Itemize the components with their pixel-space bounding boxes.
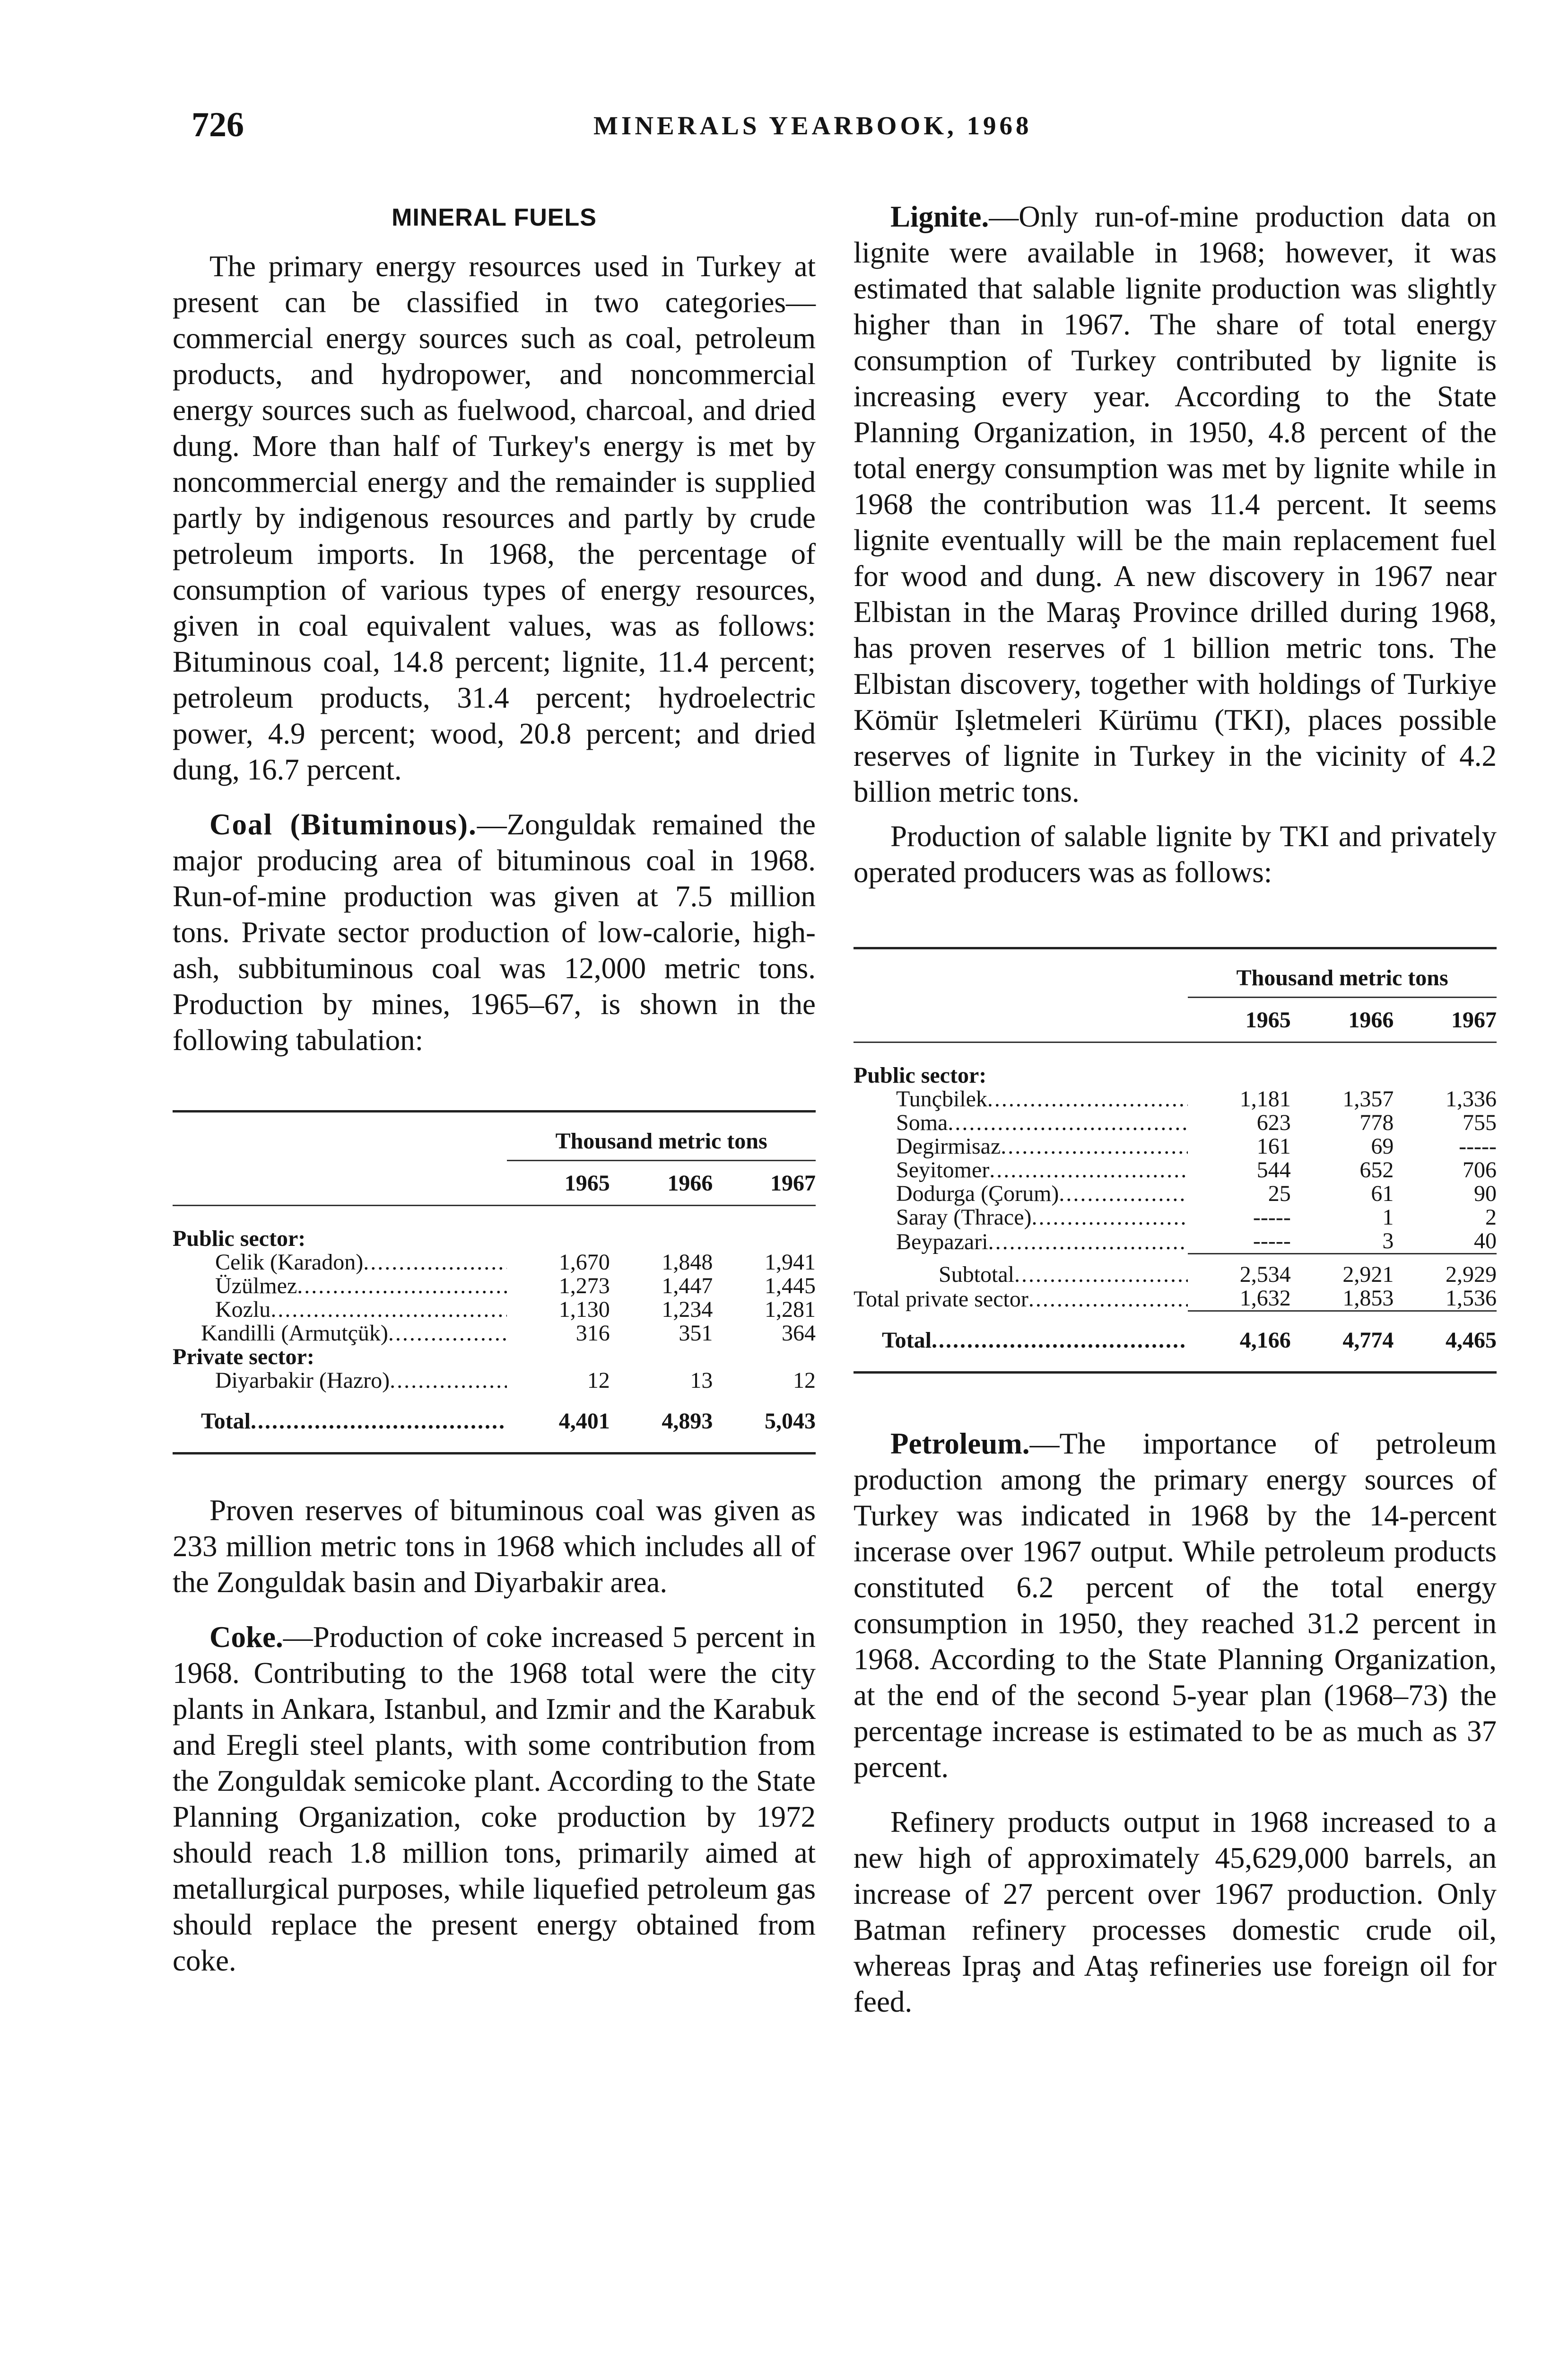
page-header: [0, 105, 1568, 148]
row-label: Total: [201, 1410, 251, 1433]
row-label: Total private sector: [854, 1287, 1028, 1311]
row-label: Üzülmez: [215, 1274, 297, 1298]
cell-1967: 5,043: [765, 1409, 816, 1433]
cell-1966: 3: [1382, 1229, 1394, 1253]
cell-1966: 1: [1382, 1206, 1394, 1229]
cell-1966: 61: [1371, 1182, 1394, 1206]
coal-year-1965: 1965: [507, 1161, 610, 1206]
cell-1965: 623: [1256, 1111, 1291, 1135]
cell-1966: 1,447: [662, 1274, 713, 1298]
table-row: [854, 1182, 1497, 1206]
row-label: Celik (Karadon): [215, 1251, 364, 1274]
intro-paragraph: The primary energy resources used in Turkey at present can be classified in two categories—commercial energy sources such as coal, petroleum products, and hydropower, and noncommercial energy sources such as fuelwood, charcoal, and dried dung. More than half of Turkey's energy is met by noncommercial energy and the remainder is supplied partly by indigenous resources and partly by crude petroleum imports. In 1968, the percentage of consumption of various types of energy resources, given in coal equivalent values, was as follows: Bituminous coal, 14.8 percent; lignite, 11.4 percent; petroleum products, 31.4 percent; hydroelectric power, 4.9 percent; wood, 20.8 percent; and dried dung, 16.7 percent.: [173, 250, 816, 786]
table-total-row: [173, 1393, 816, 1433]
cell-1966: 1,234: [662, 1298, 713, 1322]
coal-production-table: [173, 1110, 816, 1454]
cell-1965: 4,166: [1188, 1311, 1291, 1353]
coal-year-1966: 1966: [610, 1161, 713, 1206]
cell-1966: 69: [1371, 1135, 1394, 1158]
table-total-row: [854, 1311, 1497, 1353]
cell-1965: 544: [1256, 1158, 1291, 1182]
cell-1967: -----: [1459, 1135, 1497, 1158]
coal-private-sector-label: Private sector:: [173, 1345, 314, 1369]
petroleum-lead-heading: Petroleum.: [890, 1427, 1030, 1460]
cell-1965: 316: [575, 1322, 610, 1345]
cell-1967: 1,941: [765, 1251, 816, 1274]
cell-1966: 652: [1359, 1158, 1394, 1182]
row-label: Beypazari: [896, 1230, 988, 1254]
row-label: Tunçbilek: [896, 1087, 987, 1111]
cell-1965: 161: [1256, 1135, 1291, 1158]
coal-year-1967: 1967: [713, 1161, 816, 1206]
lignite-year-1965: 1965: [1188, 998, 1291, 1042]
table-row: [854, 1287, 1497, 1311]
lignite-year-1966: 1966: [1291, 998, 1394, 1042]
cell-1965: 1,670: [558, 1251, 610, 1274]
running-title: MINERALS YEARBOOK, 1968: [593, 111, 1032, 140]
row-label: Kozlu: [215, 1298, 271, 1322]
row-label: Dodurga (Çorum): [896, 1182, 1059, 1206]
row-label: Soma: [896, 1111, 948, 1135]
cell-1965: 1,632: [1239, 1287, 1291, 1311]
cell-1965: 12: [587, 1369, 610, 1393]
row-label: Saray (Thrace): [896, 1206, 1032, 1229]
refinery-paragraph: Refinery products output in 1968 increased to a new high of approximately 45,629,000 barrels, an increase of 27 percent over 1967 production. Only Batman refinery processes domestic crude oil, whereas Ipraş and Ataş refineries use foreign oil for feed.: [854, 1805, 1497, 2018]
cell-1966: 2,921: [1291, 1254, 1394, 1287]
lignite-production-table: [854, 947, 1497, 1374]
table-row: [173, 1251, 816, 1274]
coal-lead-heading: Coal (Bituminous).: [209, 808, 477, 841]
table-row: [854, 1087, 1497, 1111]
right-column: [854, 199, 1497, 2020]
row-label: Subtotal: [939, 1263, 1015, 1287]
table-row: [854, 1158, 1497, 1182]
cell-1965: 4,401: [558, 1409, 610, 1433]
cell-1965: 1,181: [1239, 1087, 1291, 1111]
cell-1967: 1,281: [765, 1298, 816, 1322]
row-label: Kandilli (Armutçük): [201, 1322, 388, 1345]
cell-1966: 351: [679, 1322, 713, 1345]
lignite-year-1967: 1967: [1394, 998, 1497, 1042]
salable-lignite-paragraph: Production of salable lignite by TKI and privately operated producers was as follows:: [854, 820, 1497, 889]
cell-1967: 90: [1474, 1182, 1497, 1206]
cell-1966: 1,853: [1342, 1287, 1394, 1311]
cell-1965: 25: [1268, 1182, 1291, 1206]
table-row: [854, 1229, 1497, 1254]
row-label: Degirmisaz: [896, 1135, 1001, 1158]
coal-paragraph: [173, 806, 816, 1058]
cell-1967: 1,445: [765, 1274, 816, 1298]
table-row: [173, 1298, 816, 1322]
coal-table-unit: Thousand metric tons: [507, 1112, 816, 1161]
cell-1966: 1,848: [662, 1251, 713, 1274]
cell-1965: 1,273: [558, 1274, 610, 1298]
cell-1967: 1,336: [1446, 1087, 1497, 1111]
cell-1967: 2: [1485, 1206, 1497, 1229]
cell-1965: -----: [1253, 1206, 1291, 1229]
cell-1966: 4,774: [1291, 1311, 1394, 1353]
petroleum-paragraph: [854, 1426, 1497, 1785]
coal-paragraph-text: —Zonguldak remained the major producing area of bituminous coal in 1968. Run-of-mine production was given at 7.5 million tons. Private sector production of low-calorie, high-ash, subbituminous coal was 12,000 metric tons. Production by mines, 1965–67, is shown in the following tabulation:: [173, 808, 816, 1057]
page-number: 726: [192, 105, 244, 144]
cell-1967: 40: [1474, 1229, 1497, 1253]
coke-paragraph: [173, 1619, 816, 1979]
cell-1967: 706: [1463, 1158, 1497, 1182]
lignite-paragraph: [854, 199, 1497, 810]
cell-1965: 2,534: [1188, 1254, 1291, 1287]
row-label: Seyitomer: [896, 1158, 990, 1182]
table-row: [173, 1369, 816, 1393]
cell-1965: 1,130: [558, 1298, 610, 1322]
cell-1967: 2,929: [1394, 1254, 1497, 1287]
table-row: [854, 1111, 1497, 1135]
petroleum-paragraph-text: —The importance of petroleum production among the primary energy sources of Turkey was indicated in 1968 by the 14-percent incerase over 1967 output. While petroleum products constituted 6.2 percent of the total energy consumption in 1950, they reached 31.2 percent in 1968. According to the State Planning Organization, at the end of the second 5-year plan (1968–73) the percentage increase is estimated to be as much as 37 percent.: [854, 1427, 1497, 1784]
table-row: [854, 1206, 1497, 1229]
row-label: Total: [882, 1329, 932, 1352]
table-row: [173, 1274, 816, 1298]
cell-1967: 1,536: [1446, 1287, 1497, 1311]
coal-public-sector-label: Public sector:: [173, 1227, 306, 1251]
cell-1966: 13: [690, 1369, 713, 1393]
table-row: [173, 1322, 816, 1345]
coke-paragraph-text: —Production of coke increased 5 percent in 1968. Contributing to the 1968 total were the city plants in Ankara, Istanbul, and Izmir and the Karabuk and Eregli steel plants, with some contribution from the Zonguldak semicoke plant. According to the State Planning Organization, coke production by 1972 should reach 1.8 million tons, primarily aimed at metallurgical purposes, while liquefied petroleum gas should replace the present energy obtained from coke.: [173, 1620, 816, 1977]
lignite-public-sector-label: Public sector:: [854, 1064, 987, 1087]
cell-1965: -----: [1253, 1229, 1291, 1253]
lignite-lead-heading: Lignite.: [890, 200, 989, 233]
cell-1966: 778: [1359, 1111, 1394, 1135]
cell-1966: 1,357: [1342, 1087, 1394, 1111]
lignite-table-unit: Thousand metric tons: [1188, 949, 1497, 998]
lignite-paragraph-text: —Only run-of-mine production data on lignite were available in 1968; however, it was estimated that salable lignite production was slightly higher than in 1967. The share of total energy consumption of Turkey contributed by lignite is increasing every year. According to the State Planning Organization, in 1950, 4.8 percent of the total energy consumption was met by lignite while in 1968 the contribution was 11.4 percent. It seems lignite eventually will be the main replacement fuel for wood and dung. A new discovery in 1967 near Elbistan in the Maraş Province drilled during 1968, has proven reserves of 1 billion metric tons. The Elbistan discovery, together with holdings of Turkiye Kömür Işletmeleri Kürümu (TKI), places possible reserves of lignite in Turkey in the vicinity of 4.2 billion metric tons.: [854, 200, 1497, 808]
coke-lead-heading: Coke.: [209, 1620, 283, 1654]
cell-1967: 4,465: [1394, 1311, 1497, 1353]
section-heading-mineral-fuels: MINERAL FUELS: [392, 204, 597, 231]
table-subtotal-row: [854, 1254, 1497, 1287]
cell-1967: 755: [1463, 1111, 1497, 1135]
table-row: [854, 1135, 1497, 1158]
left-column: [173, 203, 816, 1979]
cell-1966: 4,893: [662, 1409, 713, 1433]
cell-1967: 364: [782, 1322, 816, 1345]
row-label: Diyarbakir (Hazro): [215, 1369, 390, 1393]
reserves-paragraph: Proven reserves of bituminous coal was given as 233 million metric tons in 1968 which includes all of the Zonguldak basin and Diyarbakir area.: [173, 1494, 816, 1599]
cell-1967: 12: [793, 1369, 816, 1393]
